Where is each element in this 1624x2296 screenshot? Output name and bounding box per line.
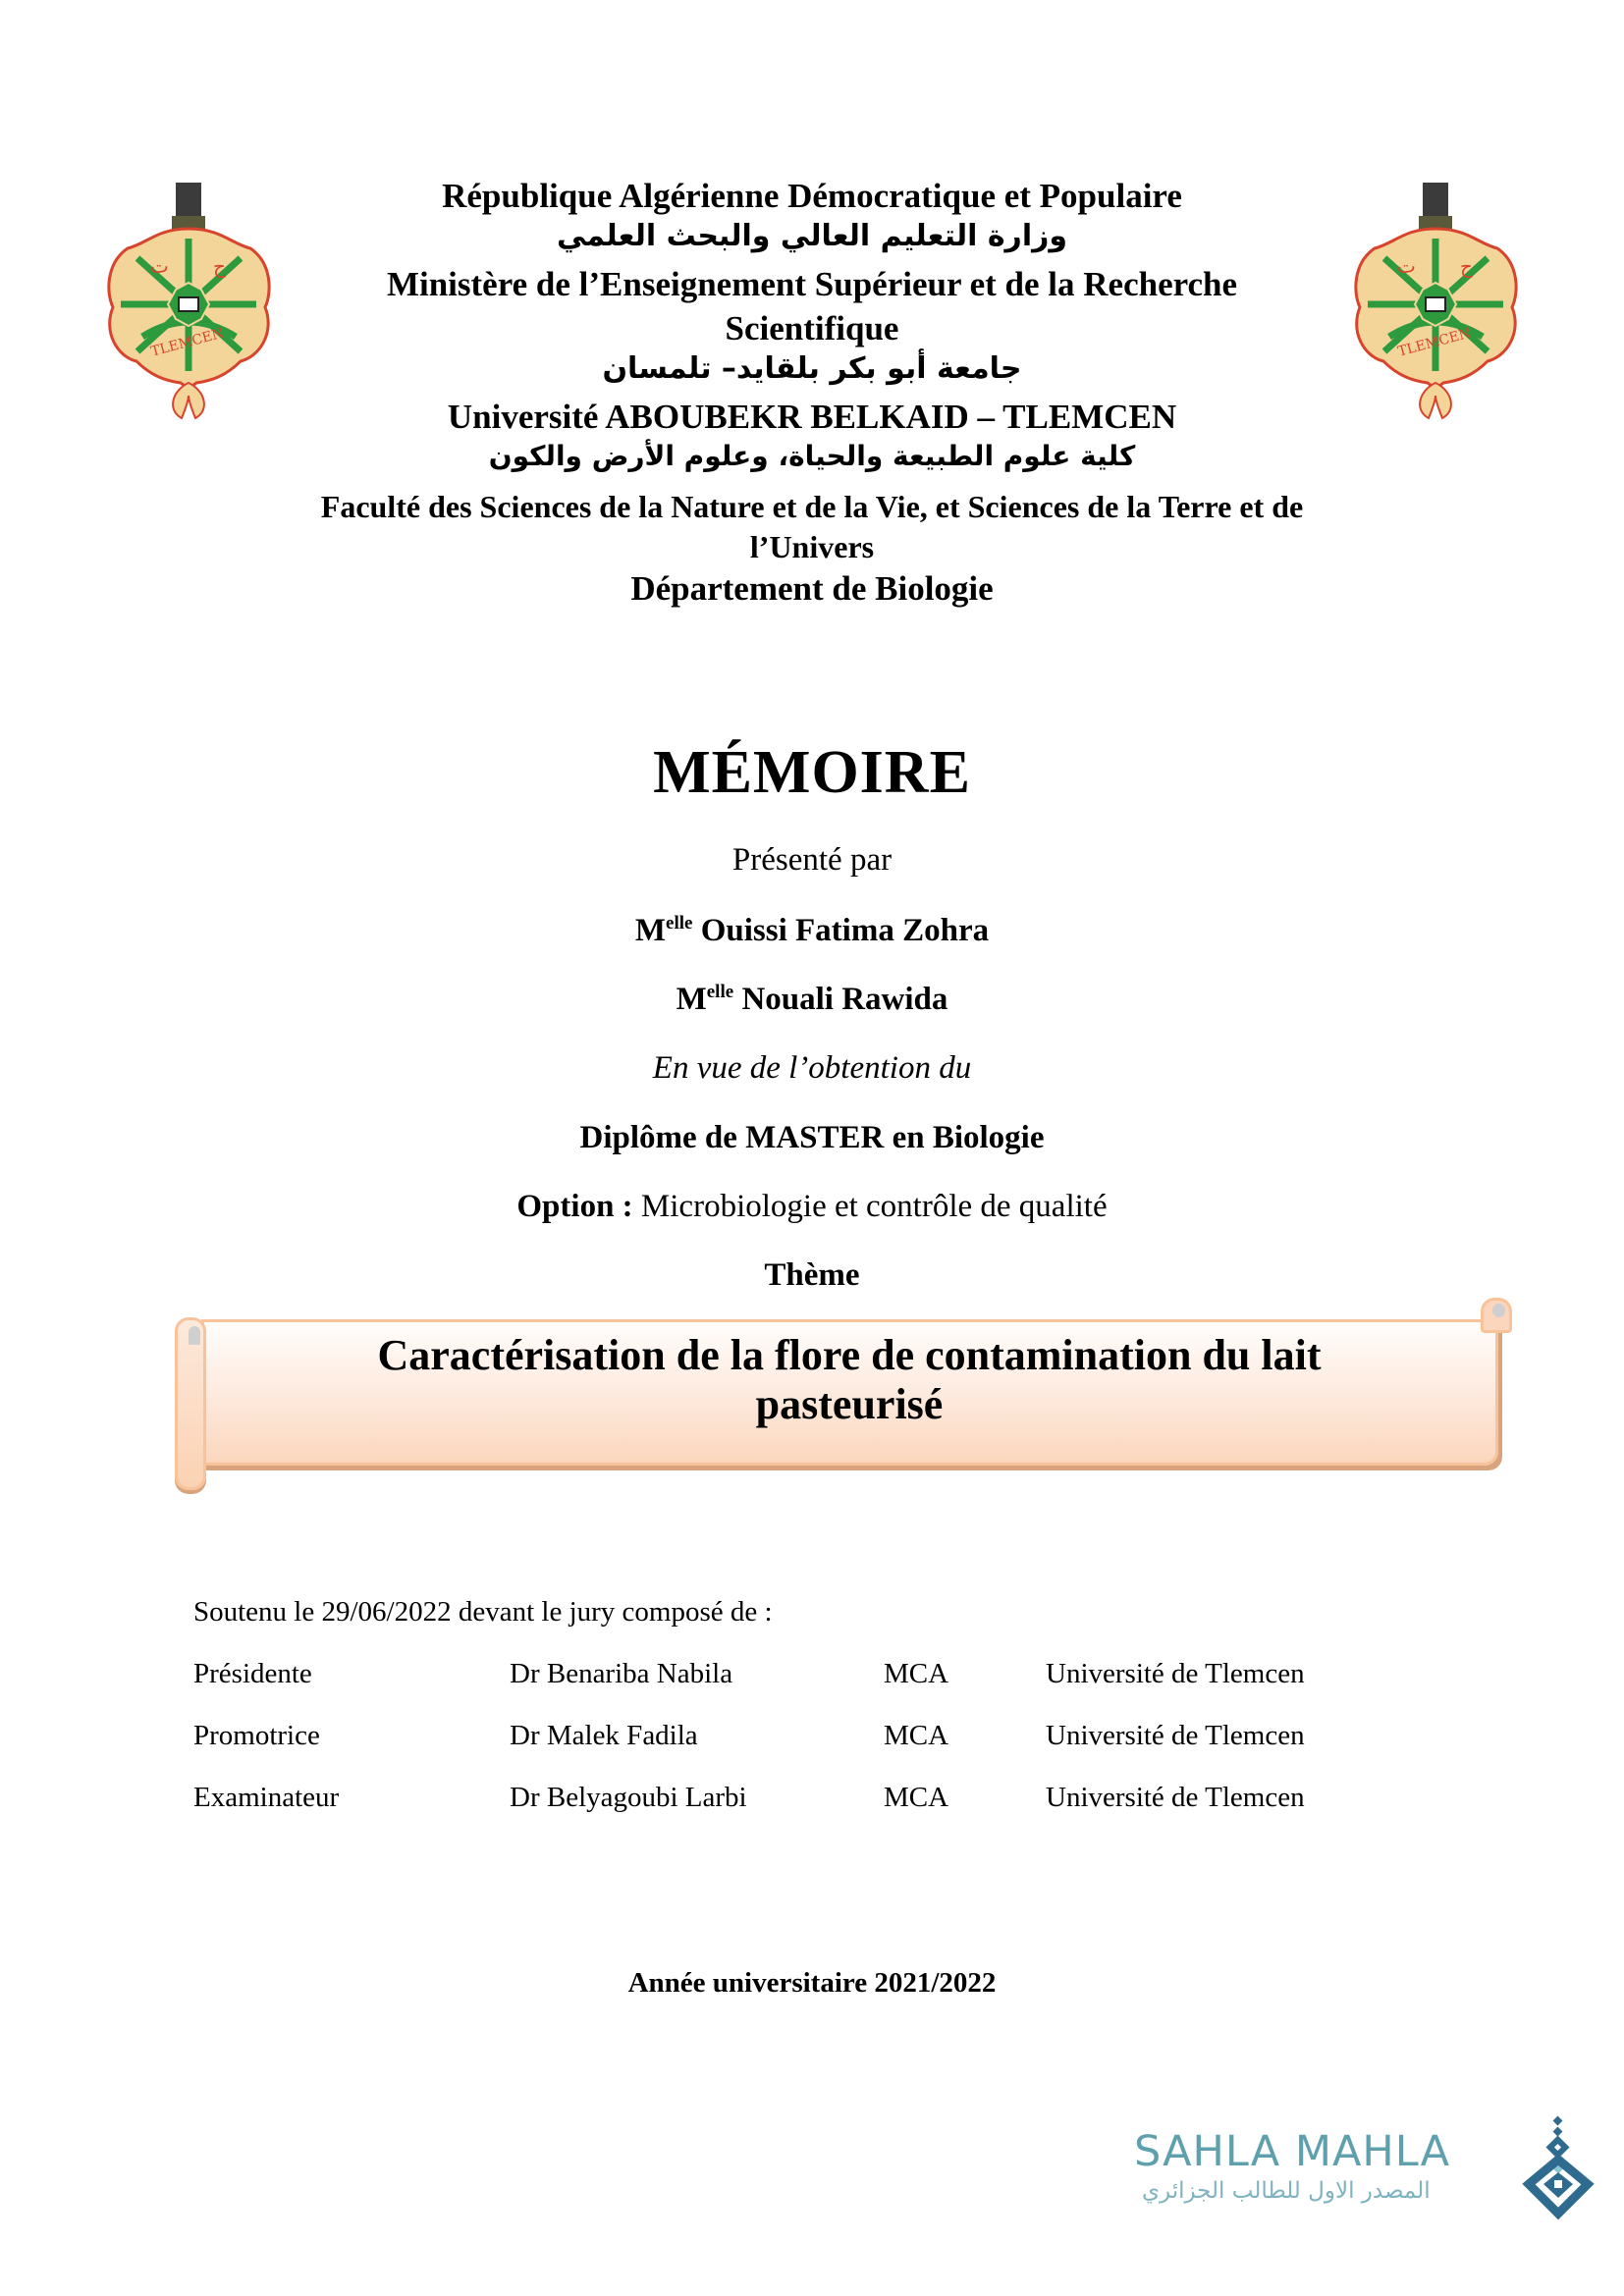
jury-institution: Université de Tlemcen [1046,1720,1305,1751]
option-value: Microbiologie et contrôle de qualité [640,1189,1108,1224]
document-type-title: MÉMOIRE [653,739,971,806]
theme-label: Thème [764,1257,860,1293]
jury-row [193,1720,1470,1759]
option-line [0,1189,1624,1225]
theme-title-line2: pasteurisé [755,1380,944,1428]
sahla-mahla-watermark [1134,2115,1605,2233]
jury-name: Dr Belyagoubi Larbi [510,1782,747,1813]
jury-intro: Soutenu le 29/06/2022 devant le jury composé de : [193,1596,773,1628]
svg-text:TLEMCEN: TLEMCEN [1396,325,1473,360]
option-label: Option : [516,1189,633,1224]
theme-title-line1: Caractérisation de la flore de contamination du lait [377,1331,1322,1379]
academic-year: Année universitaire 2021/2022 [627,1967,997,1999]
author-title-sup: elle [666,913,693,934]
author-1 [0,913,1624,949]
header-faculty-ar: كلية علوم الطبيعة والحياة، وعلوم الأرض والكون [488,440,1136,472]
svg-text:ج: ج [213,254,226,278]
presented-by: Présenté par [731,842,893,878]
jury-grade: MCA [884,1720,949,1751]
header-faculty-cont: l’Univers [749,529,875,564]
degree-purpose: En vue de l’obtention du [652,1050,972,1086]
jury-grade: MCA [884,1782,949,1813]
header-ministry-cont: Scientifique [725,309,899,347]
jury-role: Examinateur [193,1782,340,1813]
jury-institution: Université de Tlemcen [1046,1658,1305,1689]
jury-grade: MCA [884,1658,949,1689]
author-name: Nouali Rawida [741,982,948,1017]
jury-role: Promotrice [193,1720,320,1751]
jury-name: Dr Benariba Nabila [510,1658,733,1689]
header-faculty: Faculté des Sciences de la Nature et de la Vie, et Sciences de la Terre et de [320,489,1304,524]
header-department: Département de Biologie [630,569,994,608]
jury-name: Dr Malek Fadila [510,1720,698,1751]
sahla-mahla-logo-icon [1519,2115,1597,2223]
theme-scroll-banner [172,1298,1512,1494]
jury-institution: Université de Tlemcen [1046,1782,1305,1813]
theme-title [201,1331,1497,1429]
jury-row [193,1782,1470,1821]
author-title: M [676,982,707,1017]
watermark-tagline: المصدر الاول للطالب الجزائري [1142,2178,1431,2204]
diploma-title: Diplôme de MASTER en Biologie [579,1120,1045,1155]
scroll-right-hole [1492,1304,1505,1317]
author-2 [0,982,1624,1018]
header-university: Université ABOUBEKR BELKAID – TLEMCEN [447,398,1177,436]
jury-role: Présidente [193,1658,312,1689]
jury-row [193,1658,1470,1697]
svg-text:ت: ت [1397,254,1416,278]
header-republic: République Algérienne Démocratique et Populaire [442,177,1182,215]
author-title-sup: elle [706,982,734,1002]
watermark-brand: SAHLA MAHLA [1134,2127,1451,2176]
svg-text:ج: ج [1460,254,1473,278]
author-name: Ouissi Fatima Zohra [700,913,990,948]
svg-text:TLEMCEN: TLEMCEN [149,325,226,360]
header-ministry: Ministère de l’Enseignement Supérieur et de la Recherche [386,265,1238,303]
svg-text:ت: ت [150,254,169,278]
author-title: M [634,913,667,948]
scroll-left-hole [189,1326,200,1345]
header-ministry-ar: وزارة التعليم العالي والبحث العلمي [556,219,1068,253]
header-university-ar: جامعة أبو بكر بلقايد– تلمسان [602,351,1022,386]
